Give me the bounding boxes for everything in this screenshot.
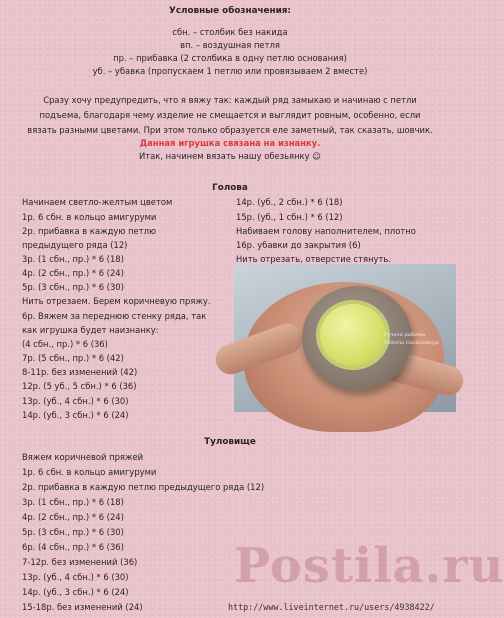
head-row: Начинаем светло-желтым цветом <box>22 197 173 207</box>
head-row: 5р. (3 сбн., пр.) * 6 (30) <box>22 282 124 292</box>
body-row: 5р. (3 сбн., пр.) * 6 (30) <box>22 527 124 537</box>
head-row: 7р. (5 сбн., пр.) * 6 (42) <box>22 353 124 363</box>
intro-start: Итак, начинем вязать нашу обезьянку ☺ <box>139 151 321 161</box>
legend-item: вп. – воздушная петля <box>180 40 280 50</box>
head-row: 14р. (уб., 2 сбн.) * 6 (18) <box>236 197 343 207</box>
intro-line: подъема, благодаря чему изделие не смещается и выглядит ровным, особенно, если <box>39 110 421 120</box>
legend-title: Условные обозначения: <box>169 6 291 16</box>
head-row: 6р. Вяжем за переднюю стенку ряда, так <box>22 311 207 321</box>
body-row: 2р. прибавка в каждую петлю предыдущего ряда (12) <box>22 482 265 492</box>
body-row: Вяжем коричневой пряжей <box>22 452 144 462</box>
intro-warning: Данная игрушка связана на изнанку. <box>139 138 321 148</box>
head-row: 3р. (1 сбн., пр.) * 6 (18) <box>22 254 124 264</box>
body-row: 15-18р. без изменений (24) <box>22 602 143 612</box>
amigurumi-head-photo <box>234 264 456 412</box>
head-row: Набиваем голову наполнителем, плотно <box>236 226 416 236</box>
photo-watermark: Viktoria Gavilovskaya <box>384 340 439 346</box>
body-row: 6р. (4 сбн., пр.) * 6 (36) <box>22 542 124 552</box>
body-row: 1р. 6 сбн. в кольцо амигуруми <box>22 467 157 477</box>
head-row: 8-11р. без изменений (42) <box>22 367 138 377</box>
intro-line: вязать разными цветами. При этом только образуется еле заметный, так сказать, шовчик. <box>27 125 433 135</box>
head-row: 4р. (2 сбн., пр.) * 6 (24) <box>22 268 124 278</box>
body-row: 13р. (уб., 4 сбн.) * 6 (30) <box>22 572 129 582</box>
head-row: 2р. прибавка в каждую петлю <box>22 226 156 236</box>
head-row: Нить отрезаем. Берем коричневую пряжу. <box>22 296 211 306</box>
head-row: 14р. (уб., 3 сбн.) * 6 (24) <box>22 410 129 420</box>
body-row: 14р. (уб., 3 сбн.) * 6 (24) <box>22 587 129 597</box>
head-row: Нить отрезать, отверстие стянуть. <box>236 254 391 264</box>
photo-watermark: Ручной работы <box>384 332 426 338</box>
head-row: 1р. 6 сбн. в кольцо амигуруми <box>22 212 157 222</box>
body-row: 3р. (1 сбн., пр.) * 6 (18) <box>22 497 124 507</box>
intro-line: Сразу хочу предупредить, что я вяжу так: каждый ряд замыкаю и начинаю с петли <box>43 95 417 105</box>
crochet-ball <box>302 286 412 390</box>
head-row: 13р. (уб., 4 сбн.) * 6 (30) <box>22 396 129 406</box>
body-row: 4р. (2 сбн., пр.) * 6 (24) <box>22 512 124 522</box>
head-row: 12р. (5 уб., 5 сбн.) * 6 (36) <box>22 381 137 391</box>
head-row: как игрушка будет наизнанку: <box>22 325 159 335</box>
legend-item: сбн. – столбик без накида <box>172 27 288 37</box>
head-row: 15р. (уб., 1 сбн.) * 6 (12) <box>236 212 343 222</box>
head-row: (4 сбн., пр.) * 6 (36) <box>22 339 108 349</box>
postila-watermark-logo: Postila.ru <box>234 538 504 594</box>
legend-item: уб. – убавка (пропускаем 1 петлю или провязываем 2 вместе) <box>92 66 368 76</box>
crochet-ball-yellow-center <box>316 300 390 370</box>
body-row: 7-12р. без изменений (36) <box>22 557 138 567</box>
body-title: Туловище <box>204 437 256 447</box>
head-row: 16р. убавки до закрытия (6) <box>236 240 361 250</box>
head-title: Голова <box>212 183 248 193</box>
head-row: предыдущего ряда (12) <box>22 240 128 250</box>
legend-item: пр. – прибавка (2 столбика в одну петлю основания) <box>113 53 347 63</box>
source-url: http://www.liveinternet.ru/users/4938422/ <box>228 602 435 612</box>
